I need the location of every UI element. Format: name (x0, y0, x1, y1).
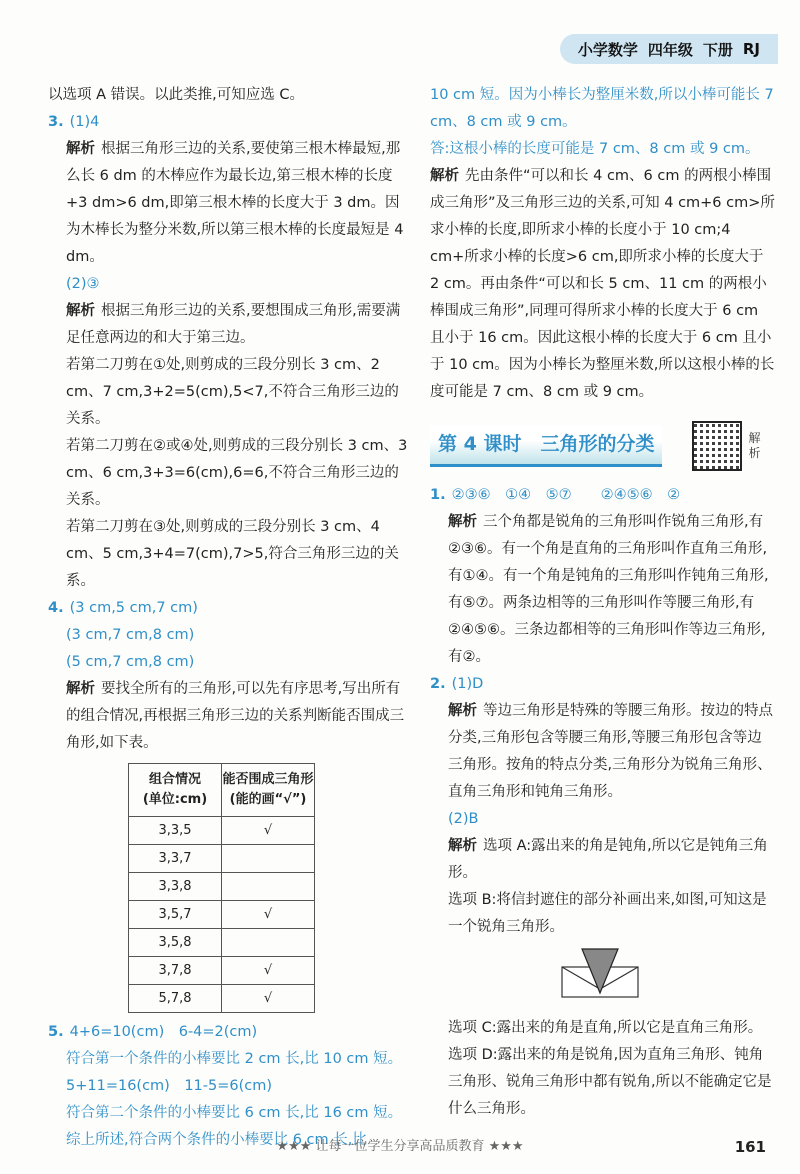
analysis-label: 解析 (430, 168, 459, 184)
table-row: 3,5,8 (129, 929, 315, 957)
table-row: 5,7,8 √ (129, 985, 315, 1013)
analysis-label: 解析 (448, 838, 477, 854)
question-number: 5. (48, 1024, 64, 1040)
table-row: 3,5,7 √ (129, 901, 315, 929)
header-subject: 小学数学 (577, 40, 638, 59)
answer: 10 cm 短。因为小棒长为整厘米数,所以小棒可能长 7 cm、8 cm 或 9 cm。 (430, 87, 774, 130)
analysis-text: 若第二刀剪在③处,则剪成的三段分别长 3 cm、4 cm、5 cm,3+4=7(cm),7>5,符合三角形三边的关系。 (66, 519, 399, 589)
right-column (430, 82, 775, 1123)
analysis-text: 要找全所有的三角形,可以先有序思考,写出所有的组合情况,再根据三角形三边的关系判断能否围成三角形,如下表。 (66, 681, 405, 751)
analysis-label: 解析 (448, 703, 477, 719)
question-number: 3. (48, 114, 64, 130)
analysis-text: 若第二刀剪在②或④处,则剪成的三段分别长 3 cm、3 cm、6 cm,3+3=6(cm),6=6,不符合三角形三边的关系。 (66, 438, 408, 508)
answer: 符合第一个条件的小棒要比 2 cm 长,比 10 cm 短。 (66, 1051, 403, 1067)
header-term: 下册 (702, 40, 733, 59)
question-number: 2. (430, 676, 446, 692)
answer: (3 cm,7 cm,8 cm) (66, 627, 195, 643)
table-header: 能否围成三角形 (能的画“√”) (222, 764, 315, 817)
header-grade: 四年级 (647, 40, 693, 59)
analysis-text: 选项 B:将信封遮住的部分补画出来,如图,可知这是一个锐角三角形。 (448, 892, 767, 935)
table-row: 3,3,5 √ (129, 817, 315, 845)
answer: 答:这根小棒的长度可能是 7 cm、8 cm 或 9 cm。 (430, 141, 760, 157)
answer: 5+11=16(cm) 11-5=6(cm) (66, 1078, 273, 1094)
page-header (560, 34, 778, 64)
lesson-title: 第 4 课时 三角形的分类 (430, 425, 662, 467)
analysis-text: 若第二刀剪在①处,则剪成的三段分别长 3 cm、2 cm、7 cm,3+2=5(cm),5<7,不符合三角形三边的关系。 (66, 357, 399, 427)
qr-code-icon[interactable] (692, 421, 742, 471)
question-number: 4. (48, 600, 64, 616)
analysis-text: 选项 A:露出来的角是钝角,所以它是钝角三角形。 (448, 838, 768, 881)
answer: ②③⑥ ①④ ⑤⑦ ②④⑤⑥ ② (451, 487, 681, 503)
answer: 符合第二个条件的小棒要比 6 cm 长,比 16 cm 短。 (66, 1105, 403, 1121)
answer: (3 cm,5 cm,7 cm) (69, 600, 198, 616)
text-line: 以选项 A 错误。以此类推,可知应选 C。 (48, 87, 304, 103)
analysis-text: 等边三角形是特殊的等腰三角形。按边的特点分类,三角形包含等腰三角形,等腰三角形包含等边三角形。按角的特点分类,三角形分为锐角三角形、直角三角形和钝角三角形。 (448, 703, 773, 800)
left-column (48, 82, 408, 1154)
table-row: 3,3,7 (129, 845, 315, 873)
table-row: 3,7,8 √ (129, 957, 315, 985)
answer: (1)4 (69, 114, 100, 130)
analysis-label: 解析 (66, 141, 95, 157)
header-edition: RJ (742, 40, 760, 58)
analysis-label: 解析 (66, 681, 95, 697)
envelope-triangle-figure (560, 947, 775, 1009)
table-header: 组合情况 (单位:cm) (129, 764, 222, 817)
question-number: 1. (430, 487, 446, 503)
analysis-text: 先由条件“可以和长 4 cm、6 cm 的两根小棒围成三角形”及三角形三边的关系,可知 4 cm+6 cm>所求小棒的长度,即所求小棒的长度小于 10 cm;4 cm+所求小棒的长度>6 cm,即所求小棒的长度大于 2 cm。再由条件“可以和长 5 cm、11 cm 的两根小棒围成三角形”,同理可得所求小棒的长度大于 6 cm 且小于 16 cm。因此这根小棒的长度大于 6 cm 且小于 10 cm。因为小棒长为整厘米数,所以这根小棒的长度可能是 7 cm、8 cm 或 9 cm。 (430, 168, 775, 400)
answer: 综上所述,符合两个条件的小棒要比 6 cm 长,比 (66, 1132, 367, 1148)
analysis-text: 根据三角形三边的关系,要使第三根木棒最短,那么长 6 dm 的木棒应作为最长边,第三根木棒的长度+3 dm>6 dm,即第三根木棒的长度大于 3 dm。因为木棒长为整分米数,所以第三根木棒的长度最短是 4 dm。 (66, 141, 404, 265)
analysis-label: 解析 (448, 514, 477, 530)
analysis-text: 根据三角形三边的关系,要想围成三角形,需要满足任意两边的和大于第三边。 (66, 303, 401, 346)
analysis-label: 解析 (66, 303, 95, 319)
answer: (2)B (448, 811, 479, 827)
analysis-text: 选项 C:露出来的角是直角,所以它是直角三角形。 (448, 1020, 763, 1036)
analysis-text: 选项 D:露出来的角是锐角,因为直角三角形、钝角三角形、锐角三角形中都有锐角,所以不能确定它是什么三角形。 (448, 1047, 772, 1117)
page-number: 161 (734, 1138, 766, 1156)
footer-slogan: ★★★ 让每一位学生分享高品质教育 ★★★ (276, 1139, 524, 1154)
analysis-text: 三个角都是锐角的三角形叫作锐角三角形,有②③⑥。有一个角是直角的三角形叫作直角三角形,有①④。有一个角是钝角的三角形叫作钝角三角形,有⑤⑦。两条边相等的三角形叫作等腰三角形,有②④⑤⑥。三条边都相等的三角形叫作等边三角形,有②。 (448, 514, 769, 665)
answer: (1)D (451, 676, 484, 692)
answer: (2)③ (66, 276, 100, 292)
answer: 4+6=10(cm) 6-4=2(cm) (69, 1024, 258, 1040)
answer: (5 cm,7 cm,8 cm) (66, 654, 195, 670)
qr-label: 解 析 (748, 431, 761, 460)
combination-table (128, 763, 315, 1013)
lesson-banner (430, 416, 775, 476)
table-row: 3,3,8 (129, 873, 315, 901)
